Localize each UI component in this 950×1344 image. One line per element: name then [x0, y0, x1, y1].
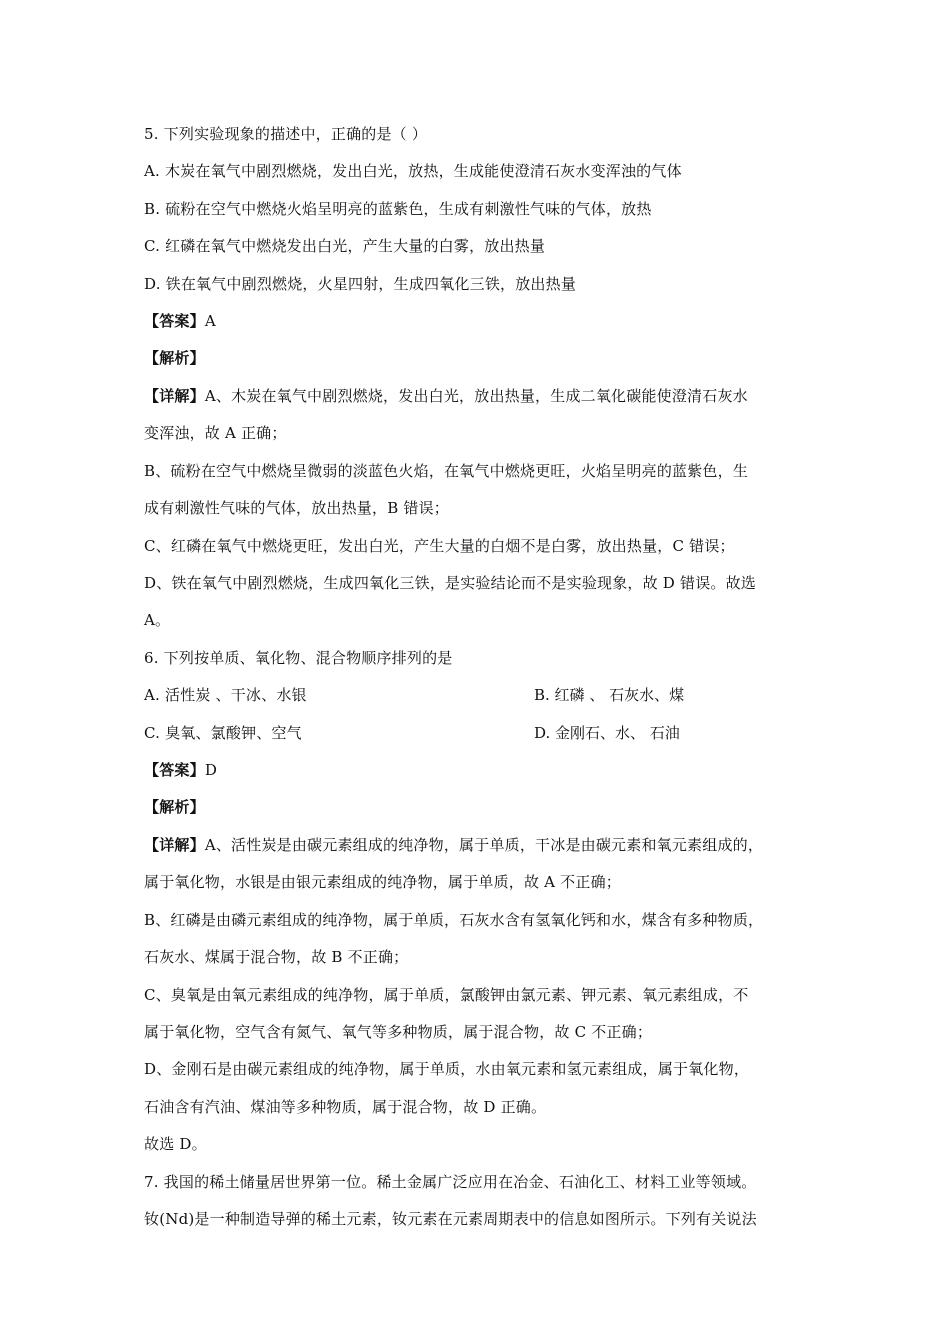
q5-detail-line	[144, 386, 824, 406]
detail-text: A、木炭在氧气中剧烈燃烧，发出白光，放出热量，生成二氧化碳能使澄清石灰水	[204, 387, 748, 405]
answer-value: A	[204, 312, 216, 330]
q5-option-c: C. 红磷在氧气中燃烧发出白光，产生大量的白雾，放出热量	[144, 237, 546, 255]
answer-label: 【答案】	[144, 761, 205, 779]
q6-option-d: D. 金刚石、水、 石油	[534, 724, 680, 742]
q6-answer	[144, 760, 824, 780]
q6-detail-line: 故选 D。	[144, 1135, 207, 1153]
q6-stem: 6. 下列按单质、氧化物、混合物顺序排列的是	[144, 649, 453, 667]
q5-answer	[144, 311, 824, 331]
q6-detail-line: D、金刚石是由碳元素组成的纯净物，属于单质，水由氧元素和氢元素组成，属于氧化物，	[144, 1060, 750, 1078]
q6-option-a: A. 活性炭 、干冰、水银	[144, 686, 307, 704]
answer-value: D	[204, 761, 218, 779]
q6-analysis	[144, 797, 824, 817]
q5-detail-line: C、红磷在氧气中燃烧更旺，发出白光，产生大量的白烟不是白雾，放出热量，C 错误；	[144, 537, 735, 555]
detail-label: 【详解】	[144, 387, 205, 405]
q5-stem: 5. 下列实验现象的描述中，正确的是（ ）	[144, 125, 428, 143]
q5-option-b: B. 硫粉在空气中燃烧火焰呈明亮的蓝紫色，生成有刺激性气味的气体，放热	[144, 200, 652, 218]
detail-text: A、活性炭是由碳元素组成的纯净物，属于单质，干冰是由碳元素和氧元素组成的，	[204, 836, 764, 854]
q6-detail-line: B、红磷是由磷元素组成的纯净物，属于单质，石灰水含有氢氧化钙和水，煤含有多种物质，	[144, 911, 764, 929]
q5-option-d: D. 铁在氧气中剧烈燃烧，火星四射，生成四氧化三铁，放出热量	[144, 275, 577, 293]
q5-analysis	[144, 348, 824, 368]
q6-detail-line: C、臭氧是由氧元素组成的纯净物，属于单质，氯酸钾由氯元素、钾元素、氧元素组成，不	[144, 986, 749, 1004]
q5-detail-line: B、硫粉在空气中燃烧呈微弱的淡蓝色火焰，在氧气中燃烧更旺，火焰呈明亮的蓝紫色，生	[144, 462, 749, 480]
answer-label: 【答案】	[144, 312, 205, 330]
q6-detail-line	[144, 835, 824, 855]
q6-option-c: C. 臭氧、氯酸钾、空气	[144, 724, 302, 742]
q6-detail-line: 属于氧化物，水银是由银元素组成的纯净物，属于单质，故 A 不正确；	[144, 873, 621, 891]
q7-stem-line: 钕(Nd)是一种制造导弹的稀土元素，钕元素在元素周期表中的信息如图所示。下列有关说法	[144, 1210, 757, 1228]
q6-detail-line: 属于氧化物，空气含有氮气、氧气等多种物质，属于混合物，故 C 不正确；	[144, 1023, 653, 1041]
detail-label: 【详解】	[144, 836, 205, 854]
q7-stem-line: 7. 我国的稀土储量居世界第一位。稀土金属广泛应用在冶金、石油化工、材料工业等领域。	[144, 1173, 757, 1191]
q6-option-b: B. 红磷 、 石灰水、煤	[534, 686, 685, 704]
q6-detail-line: 石油含有汽油、煤油等多种物质，属于混合物，故 D 正确。	[144, 1098, 547, 1116]
analysis-label: 【解析】	[144, 349, 205, 367]
q5-option-a: A. 木炭在氧气中剧烈燃烧，发出白光，放热，生成能使澄清石灰水变浑浊的气体	[144, 162, 682, 180]
q5-detail-line: D、铁在氧气中剧烈燃烧，生成四氧化三铁，是实验结论而不是实验现象，故 D 错误。故选	[144, 574, 756, 592]
q5-detail-line: A。	[144, 611, 171, 629]
q5-detail-line: 变浑浊，故 A 正确；	[144, 424, 287, 442]
analysis-label: 【解析】	[144, 798, 205, 816]
q6-detail-line: 石灰水、煤属于混合物，故 B 不正确；	[144, 948, 409, 966]
q5-detail-line: 成有刺激性气味的气体，放出热量，B 错误；	[144, 499, 449, 517]
